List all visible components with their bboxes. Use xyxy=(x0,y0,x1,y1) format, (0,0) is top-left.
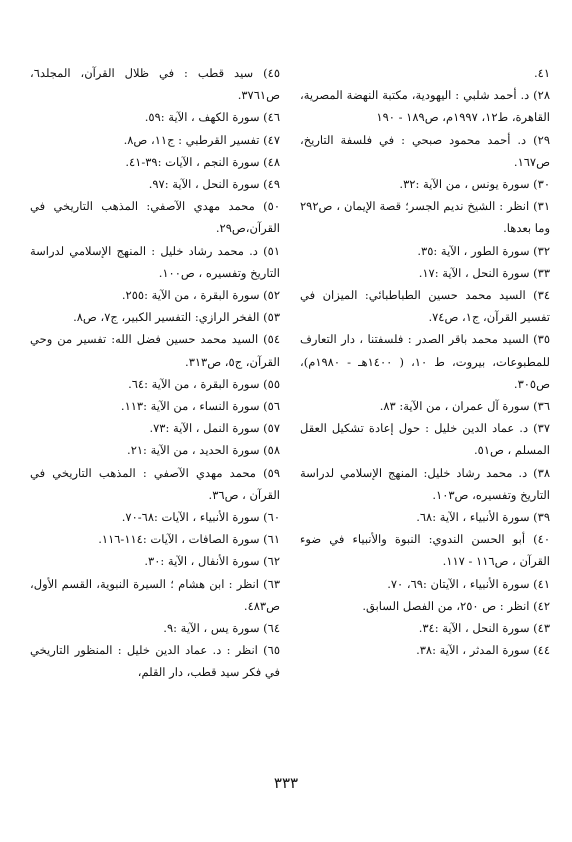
footnote-entry: ٦٠) سورة الأنبياء ، الآيات :٦٨-٧٠. xyxy=(121,510,280,525)
footnote-entry: ٦١) سورة الصافات ، الآيات :١١٤-١١٦. xyxy=(98,532,280,547)
footnote-entry: ٥٠) محمد مهدي الآصفي: المذهب التاريخي في القرآن،ص٢٩. xyxy=(30,199,280,236)
footnote-entry: ٤٧) تفسير القرطبي : ج١١، ص٨. xyxy=(123,132,280,147)
footnote-entry: ٣١) انظر : الشيخ نديم الجسر؛ قصة الإيمان ، ص٢٩٢ وما بعدها. xyxy=(300,199,550,236)
footnote-entry: ٤٣) سورة النحل ، الآية :٣٤. xyxy=(418,621,550,636)
footnote-entry: ٤٨) سورة النجم ، الآيات :٣٩-٤١. xyxy=(125,154,280,169)
footnote-entry: ٣٩) سورة الأنبياء ، الآية :٦٨. xyxy=(416,510,550,525)
footnote-entry: ٤٤) سورة المدثر ، الآية :٣٨. xyxy=(416,643,550,658)
footnote-entry: ٦٣) انظر : ابن هشام ؛ السيرة النبوية، القسم الأول، ص٤٨٣. xyxy=(30,576,280,613)
footnote-entry: ٥٥) سورة البقرة ، من الآية :٦٤. xyxy=(128,376,280,391)
footnote-entry: ٥٤) السيد محمد حسين فضل الله: تفسير من وحي القرآن، ج٥، ص٣١٣. xyxy=(30,332,280,369)
footnote-entry: ٣٥) السيد محمد باقر الصدر : فلسفتنا ، دار التعارف للمطبوعات، بيروت، ط ١٠، ( ١٤٠٠هـ - ١٩٨٠م)، ص٣٠٥. xyxy=(300,332,550,391)
footnote-entry: ٣٠) سورة يونس ، من الآية :٣٢. xyxy=(399,177,550,192)
footnote-entry: ٣٤) السيد محمد حسين الطباطبائي: الميزان في تفسير القرآن، ج١، ص٧٤. xyxy=(300,288,550,325)
footnote-entry: ٢٨) د. أحمد شلبي : اليهودية، مكتبة النهضة المصرية، القاهرة، ط١٢، ١٩٩٧م، ص١٨٩ - ١٩٠ xyxy=(300,88,550,125)
footnote-entry: ٦٤) سورة يس ، الآية :٩. xyxy=(163,621,280,636)
footnote-entry: ٤١. xyxy=(533,66,550,80)
footnote-entry: ٤٦) سورة الكهف ، الآية :٥٩. xyxy=(144,110,280,125)
footnote-entry: ٣٨) د. محمد رشاد خليل: المنهج الإسلامي لدراسة التاريخ وتفسيره، ص١٠٣. xyxy=(300,465,550,502)
footnote-entry: ٤٩) سورة النحل ، الآية :٩٧. xyxy=(148,177,280,192)
footnote-entry: ٣٧) د. عماد الدين خليل : حول إعادة تشكيل العقل المسلم ، ص٥١. xyxy=(300,421,550,458)
footnotes-left-column xyxy=(30,62,280,684)
footnote-entry: ٤٢) انظر : ص ٢٥٠، من الفصل السابق. xyxy=(362,598,550,613)
footnote-entry: ٥٢) سورة البقرة ، من الآية :٢٥٥. xyxy=(121,288,280,303)
footnote-entry: ٥١) د. محمد رشاد خليل : المنهج الإسلامي لدراسة التاريخ وتفسيره ، ص١٠٠. xyxy=(30,243,280,280)
footnote-entry: ٤٠) أبو الحسن الندوي: النبوة والأنبياء في ضوء القرآن ، ص١١٦ - ١١٧. xyxy=(300,532,550,569)
footnote-entry: ٣٢) سورة الطور ، الآية :٣٥. xyxy=(417,243,550,258)
footnote-entry: ٢٩) د. أحمد محمود صبحي : في فلسفة التاريخ، ص١٦٧. xyxy=(300,132,550,169)
footnote-entry: ٥٦) سورة النساء ، من الآية :١١٣. xyxy=(120,399,280,414)
page-number: ٣٣٣ xyxy=(273,774,299,792)
footnotes-right-column xyxy=(300,62,550,661)
footnote-entry: ٥٩) محمد مهدي الآصفي : المذهب التاريخي في القرآن ، ص٣٦. xyxy=(30,465,280,502)
footnote-entry: ٥٨) سورة الحديد ، من الآية :٢١. xyxy=(127,443,280,458)
footnote-entry: ٣٣) سورة النحل ، الآية :١٧. xyxy=(418,265,550,280)
footnote-entry: ٣٦) سورة آل عمران ، من الآية: ٨٣. xyxy=(379,399,550,414)
footnote-entry: ٤٥) سيد قطب : في ظلال القرآن، المجلد٦، ص٣٧٦١. xyxy=(30,66,280,103)
footnote-entry: ٥٣) الفخر الرازي: التفسير الكبير، ج٧، ص٨. xyxy=(73,310,280,325)
footnote-entry: ٥٧) سورة النمل ، الآية :٧٣. xyxy=(149,421,280,436)
footnote-entry: ٦٢) سورة الأنفال ، الآية :٣٠. xyxy=(144,554,280,569)
footnote-entry: ٤١) سورة الأنبياء ، الآيتان :٦٩، ٧٠. xyxy=(387,576,550,591)
footnote-entry: ٦٥) انظر : د. عماد الدين خليل : المنظور التاريخي في فكر سيد قطب، دار القلم، xyxy=(30,643,280,680)
